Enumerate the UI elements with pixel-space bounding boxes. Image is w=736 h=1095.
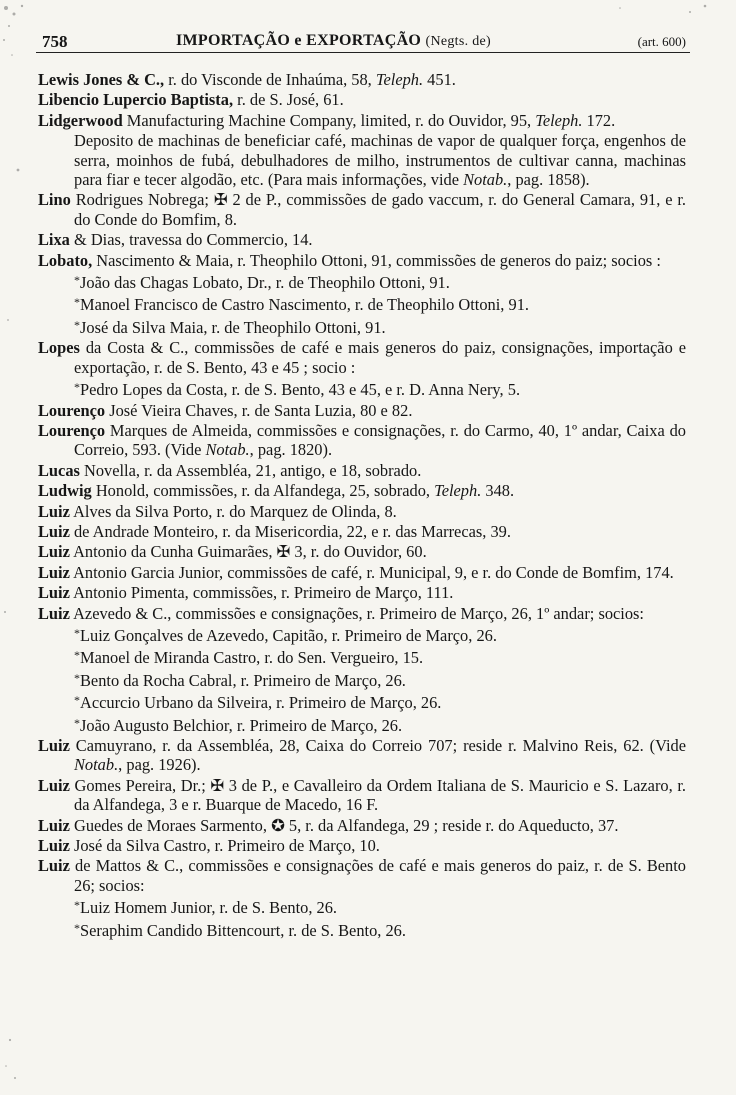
entry-text: Gomes Pereira, Dr.; ✠ 3 de P., e Cavalleiro da Ordem Italiana de S. Mauricio e S. Lazaro, r. da Alfandega, 3 e r. Buarque de Macedo, 16 F. [69, 775, 686, 815]
entry-text: Manufacturing Machine Company, limited, r. do Ouvidor, 95, [122, 110, 536, 130]
entry-name: Lucas [38, 460, 80, 480]
entry-text: Seraphim Candido Bittencourt, r. de S. Bento, 26. [80, 920, 406, 940]
directory-entry [38, 502, 686, 521]
entry-text-after: , pag. 1858). [507, 170, 590, 190]
partner-line [38, 691, 686, 712]
entry-text: de Andrade Monteiro, r. da Misericordia, 22, e r. das Marrecas, 39. [69, 521, 511, 541]
entry-text: Antonio Garcia Junior, commissões de café, r. Municipal, 9, e r. do Conde de Bomfim, 174. [69, 562, 674, 582]
directory-entry [38, 836, 686, 855]
entry-name: Luiz [38, 501, 70, 521]
entry-text: Bento da Rocha Cabral, r. Primeiro de Março, 26. [80, 670, 406, 690]
partner-line [38, 624, 686, 645]
directory-entry [38, 421, 686, 460]
entry-italic-ref: Teleph. [434, 481, 482, 501]
partner-marker: * [74, 625, 80, 640]
entry-name: Lopes [38, 338, 80, 358]
entry-text: r. de S. José, 61. [233, 90, 344, 110]
directory-entry [38, 338, 686, 377]
partner-marker: * [74, 670, 80, 685]
partner-line [38, 896, 686, 917]
directory-entry [38, 583, 686, 602]
partner-marker: * [74, 380, 80, 395]
directory-entry [38, 230, 686, 249]
title-suffix: (Negts. de) [425, 34, 491, 49]
entry-name: Luiz [38, 736, 70, 755]
entry-italic-ref: Notab. [205, 440, 250, 460]
directory-entry [38, 251, 686, 270]
entry-text: & Dias, travessa do Commercio, 14. [69, 230, 313, 250]
entry-text: de Mattos & C., commissões e consignações de café e mais generos do paiz, r. de S. Bento 26; socios: [69, 856, 686, 895]
entry-name: Lourenço [38, 420, 106, 440]
entry-text: Honold, commissões, r. da Alfandega, 25, sobrado, [91, 481, 435, 501]
directory-entry [38, 816, 686, 835]
entry-text: Manoel Francisco de Castro Nascimento, r. de Theophilo Ottoni, 91. [80, 295, 529, 315]
directory-entry [38, 736, 686, 775]
directory-entry [38, 461, 686, 480]
partner-marker: * [74, 273, 80, 288]
partner-marker: * [74, 295, 80, 310]
partner-marker: * [74, 317, 80, 332]
directory-entry [38, 563, 686, 582]
entry-name: Luiz [38, 775, 70, 795]
entry-name: Luiz [38, 815, 70, 835]
entry-note [38, 131, 686, 189]
page-header [36, 30, 690, 53]
entry-text: Guedes de Moraes Sarmento, ✪ 5, r. da Alfandega, 29 ; reside r. do Aqueducto, 37. [69, 815, 619, 835]
directory-entry [38, 776, 686, 815]
entry-text: Alves da Silva Porto, r. do Marquez de Olinda, 8. [69, 501, 397, 521]
entry-name: Libencio Lupercio Baptista, [38, 90, 234, 110]
entry-text: José da Silva Maia, r. de Theophilo Ottoni, 91. [80, 317, 386, 337]
partner-line [38, 919, 686, 940]
entry-text: Antonio Pimenta, commissões, r. Primeiro de Março, 111. [69, 583, 454, 603]
entry-text-after: , pag. 1820). [249, 440, 333, 460]
entry-name: Luiz [38, 521, 70, 541]
entry-name: Luiz [38, 542, 70, 562]
entry-text: Accurcio Urbano da Silveira, r. Primeiro de Março, 26. [80, 693, 442, 713]
title-main: IMPORTAÇÃO e EXPORTAÇÃO [176, 32, 422, 49]
entry-text: Manoel de Miranda Castro, r. do Sen. Vergueiro, 15. [80, 648, 424, 668]
directory-entry [38, 522, 686, 541]
entry-name: Lidgerwood [38, 110, 123, 130]
entry-name: Luiz [38, 562, 70, 582]
entry-list [38, 70, 686, 941]
partner-line [38, 646, 686, 667]
directory-entry [38, 111, 686, 130]
partner-marker: * [74, 648, 80, 663]
directory-entry [38, 481, 686, 500]
entry-text: Camuyrano, r. da Assembléa, 28, Caixa do Correio 707; reside r. Malvino Reis, 62. (Vide [69, 736, 686, 755]
directory-entry [38, 190, 686, 229]
entry-text: Novella, r. da Assembléa, 21, antigo, e 18, sobrado. [79, 460, 422, 480]
entry-text: José da Silva Castro, r. Primeiro de Março, 10. [69, 836, 380, 856]
partner-marker: * [74, 693, 80, 708]
partner-line [38, 378, 686, 399]
entry-text-after: 172. [582, 110, 616, 130]
partner-line [38, 271, 686, 292]
entry-name: Lixa [38, 230, 70, 250]
directory-entry [38, 401, 686, 420]
entry-name: Luiz [38, 836, 70, 856]
entry-text: r. do Visconde de Inhaúma, 58, [164, 70, 376, 89]
entry-text: José Vieira Chaves, r. de Santa Luzia, 80 e 82. [105, 400, 413, 420]
entry-text: Luiz Homem Junior, r. de S. Bento, 26. [80, 898, 338, 918]
entry-name: Lobato, [38, 250, 93, 270]
entry-italic-ref: Notab. [463, 170, 508, 190]
partner-marker: * [74, 898, 80, 913]
entry-italic-ref: Teleph. [375, 70, 424, 89]
entry-name: Luiz [38, 583, 70, 603]
entry-text: Luiz Gonçalves de Azevedo, Capitão, r. Primeiro de Março, 26. [80, 625, 497, 645]
entry-name: Lourenço [38, 400, 106, 420]
directory-entry [38, 856, 686, 895]
partner-line [38, 669, 686, 690]
directory-entry [38, 604, 686, 623]
directory-entry [38, 70, 686, 89]
entry-italic-ref: Teleph. [535, 110, 583, 130]
partner-line [38, 293, 686, 314]
entry-text: Pedro Lopes da Costa, r. de S. Bento, 43 e 45, e r. D. Anna Nery, 5. [80, 380, 521, 400]
entry-text: Deposito de machinas de beneficiar café, machinas de vapor de qualquer força, engenhos de serra, moinhos de fubá, debulhadores de milho, instrumentos de cultivar canna, machinas para fiar e tecer algodão, etc. (Para mais informações, vide [74, 131, 686, 190]
entry-text-after: 348. [481, 481, 515, 501]
entry-text: Nascimento & Maia, r. Theophilo Ottoni, 91, commissões de generos do paiz; socios : [92, 250, 661, 270]
page-title [176, 32, 491, 50]
entry-name: Luiz [38, 856, 70, 876]
entry-text: da Costa & C., commissões de café e mais generos do paiz, consignações, importação e exportação, r. de S. Bento, 43 e 45 ; socio : [74, 338, 686, 377]
entry-text: João Augusto Belchior, r. Primeiro de Março, 26. [80, 715, 403, 735]
partner-marker: * [74, 920, 80, 935]
entry-name: Luiz [38, 603, 70, 623]
directory-entry [38, 90, 686, 109]
entry-text: Azevedo & C., commissões e consignações, r. Primeiro de Março, 26, 1º andar; socios: [69, 603, 644, 623]
partner-line [38, 316, 686, 337]
directory-entry [38, 542, 686, 561]
partner-line [38, 714, 686, 735]
entry-text: Antonio da Cunha Guimarães, ✠ 3, r. do Ouvidor, 60. [69, 542, 427, 562]
entry-italic-ref: Notab. [74, 755, 119, 775]
entry-text: João das Chagas Lobato, Dr., r. de Theophilo Ottoni, 91. [80, 273, 450, 293]
entry-name: Lewis Jones & C., [38, 70, 165, 89]
entry-text: Marques de Almeida, commissões e consignações, r. do Carmo, 40, 1º andar, Caixa do Correio, 593. (Vide [74, 420, 686, 460]
entry-name: Lino [38, 190, 71, 210]
article-reference: (art. 600) [637, 34, 686, 49]
entry-text-after: , pag. 1926). [118, 755, 201, 775]
entry-text-after: 451. [423, 70, 456, 89]
entry-name: Ludwig [38, 481, 92, 501]
partner-marker: * [74, 715, 80, 730]
entry-text: Rodrigues Nobrega; ✠ 2 de P., commissões de gado vaccum, r. do General Camara, 91, e r. do Conde do Bomfim, 8. [70, 190, 686, 229]
page-number: 758 [42, 32, 68, 51]
